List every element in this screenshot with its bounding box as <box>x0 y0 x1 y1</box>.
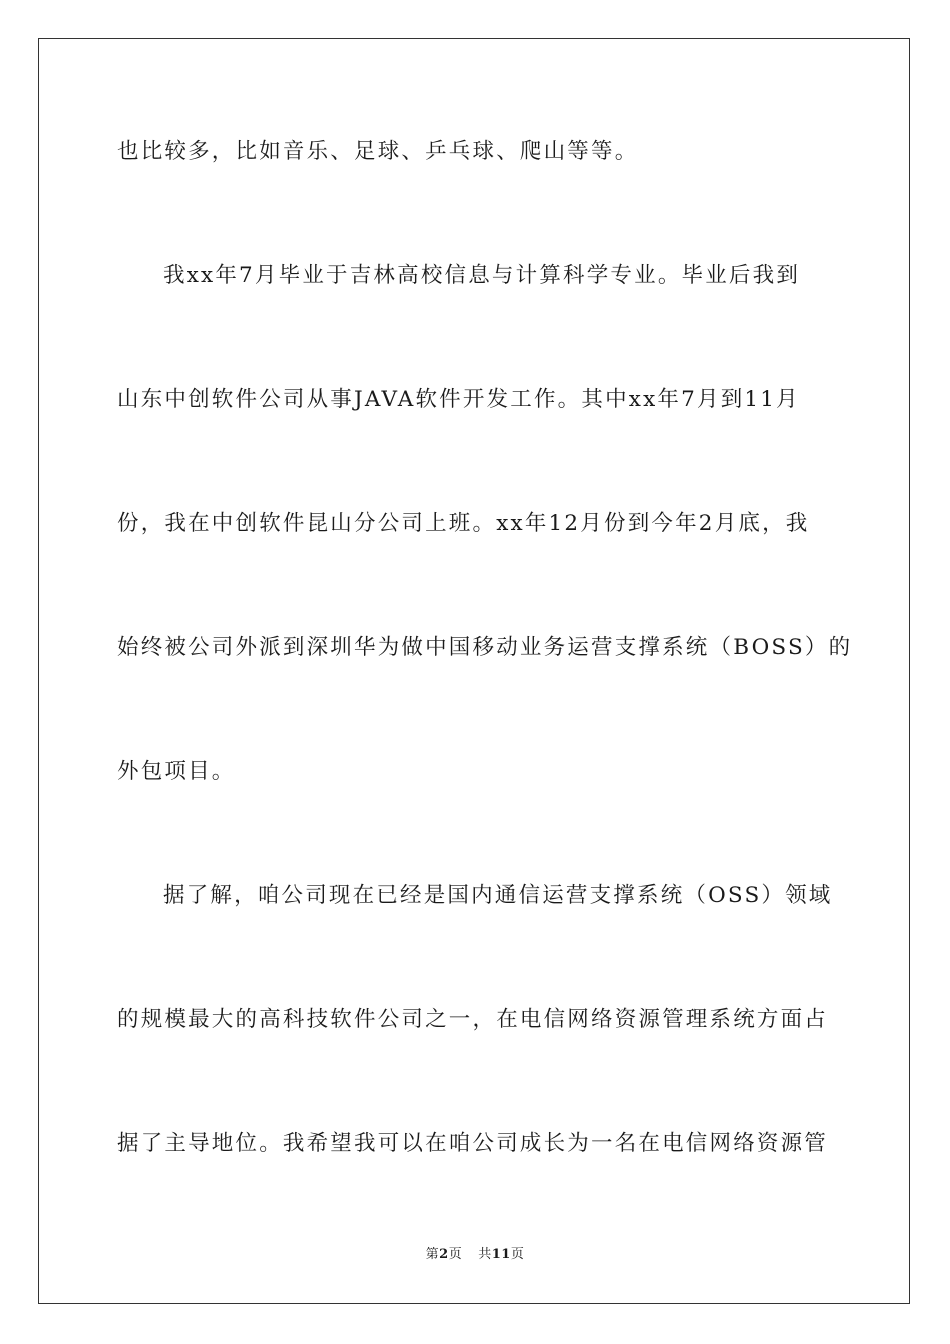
footer-page-number: 2 <box>439 1247 449 1262</box>
footer-page-suffix: 页 <box>448 1247 463 1262</box>
footer-page-prefix: 第 <box>425 1247 440 1262</box>
footer-total-pages: 11 <box>491 1247 511 1262</box>
footer-total-prefix: 共 <box>478 1247 492 1262</box>
text-line-3: 山东中创软件公司从事JAVA软件开发工作。其中xx年7月到11月 <box>117 387 800 412</box>
footer-total-suffix: 页 <box>510 1247 525 1262</box>
text-line-8: 的规模最大的高科技软件公司之一，在电信网络资源管理系统方面占 <box>117 1007 829 1032</box>
text-line-5: 始终被公司外派到深圳华为做中国移动业务运营支撑系统（BOSS）的 <box>117 635 853 660</box>
text-line-4: 份，我在中创软件昆山分公司上班。xx年12月份到今年2月底，我 <box>117 511 810 536</box>
text-line-1: 也比较多，比如音乐、足球、乒乓球、爬山等等。 <box>117 139 639 164</box>
text-line-2: 我xx年7月毕业于吉林高校信息与计算科学专业。毕业后我到 <box>163 263 801 288</box>
text-line-7: 据了解，咱公司现在已经是国内通信运营支撑系统（OSS）领域 <box>163 883 833 908</box>
text-line-6: 外包项目。 <box>117 759 236 784</box>
text-line-9: 据了主导地位。我希望我可以在咱公司成长为一名在电信网络资源管 <box>117 1131 829 1156</box>
page-border <box>38 38 910 1304</box>
page-footer <box>0 1246 950 1264</box>
